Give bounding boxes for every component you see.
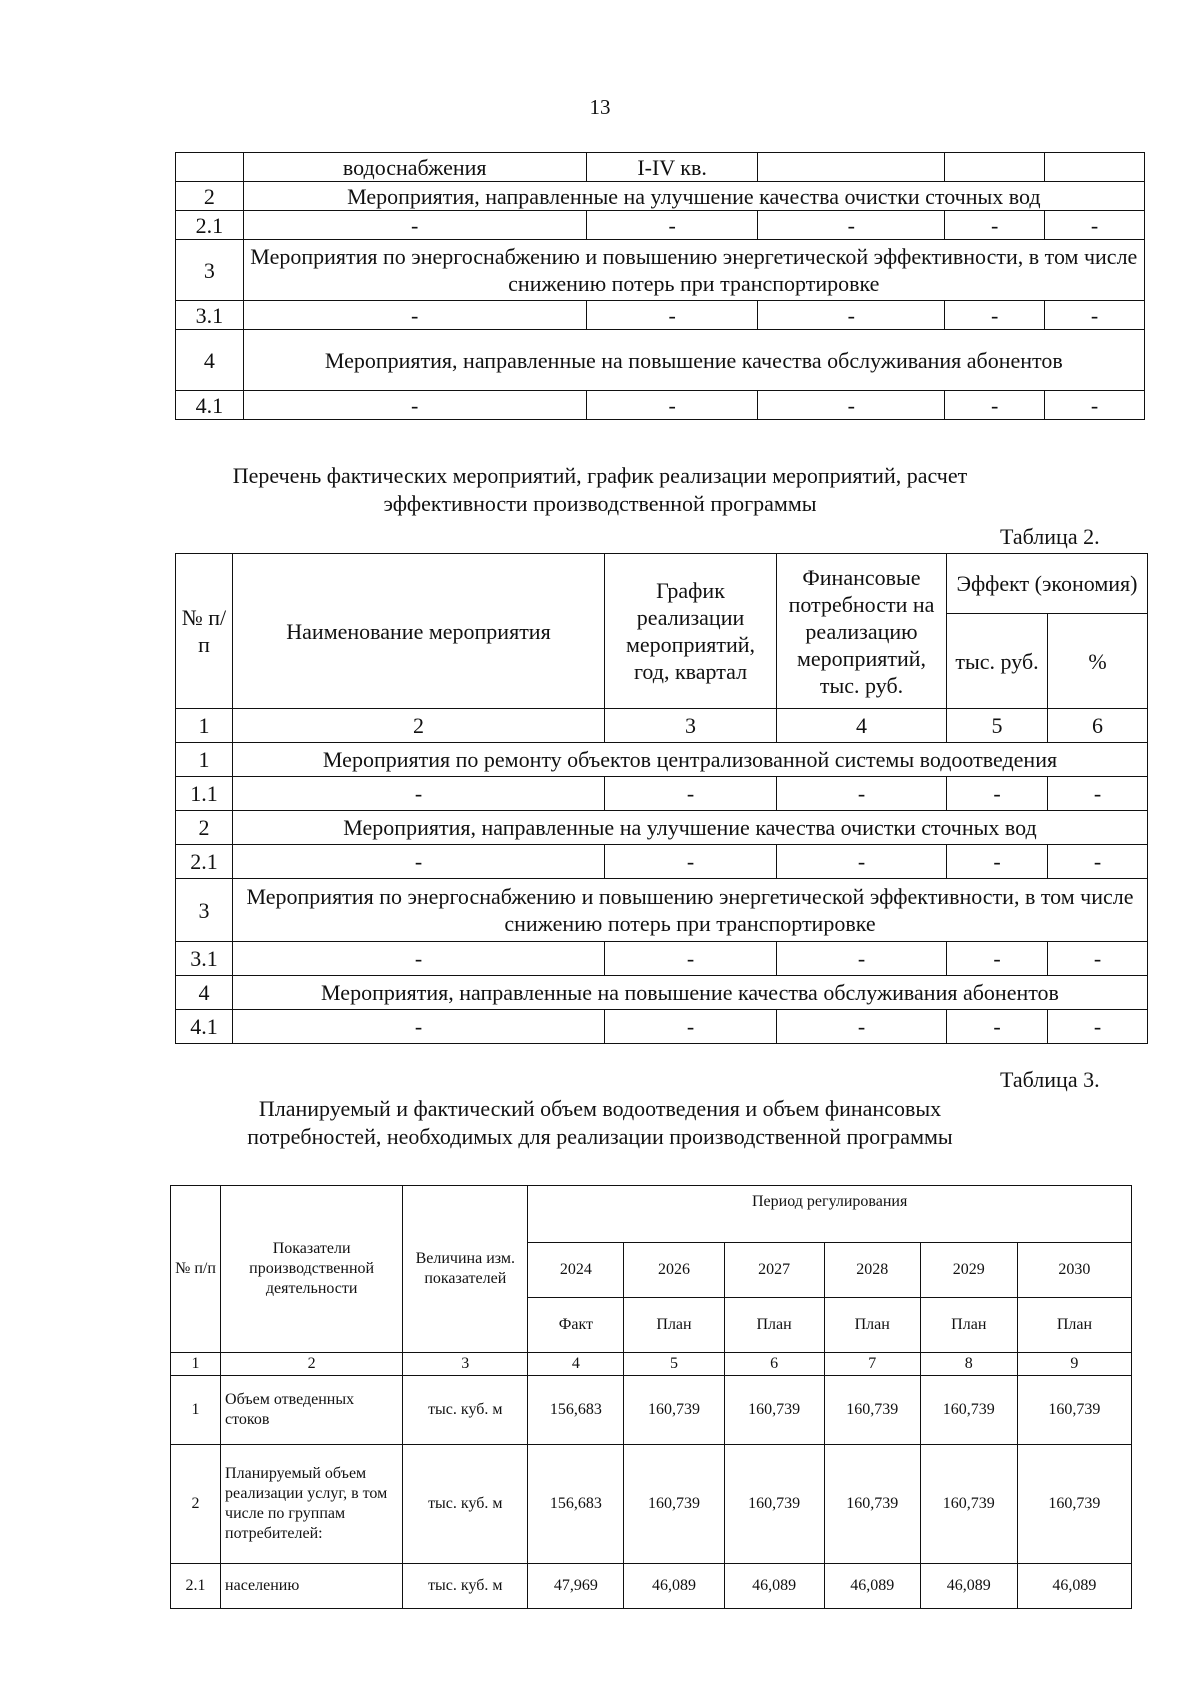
value: 160,739 <box>624 1376 724 1445</box>
table-header-row <box>171 1186 1132 1243</box>
cell: - <box>233 845 605 879</box>
cell: - <box>243 211 586 240</box>
header-year: 2026 <box>624 1243 724 1298</box>
value: 160,739 <box>824 1376 920 1445</box>
table-row <box>171 1564 1132 1609</box>
table-row <box>176 942 1148 976</box>
cell: - <box>947 1010 1048 1044</box>
header-year: 2024 <box>528 1243 624 1298</box>
cell: - <box>605 1010 777 1044</box>
cell: - <box>605 845 777 879</box>
header-year: 2030 <box>1017 1243 1131 1298</box>
col-number: 6 <box>1048 709 1148 743</box>
header-year: 2028 <box>824 1243 920 1298</box>
row-number <box>176 153 244 182</box>
indicator-name: Планируемый объем реализации услуг, в том числе по группам потребителей: <box>221 1445 403 1564</box>
cell: - <box>605 942 777 976</box>
col-number: 5 <box>624 1353 724 1376</box>
table2-label: Таблица 2. <box>1000 524 1100 549</box>
header-schedule: График реализации мероприятий, год, квартал <box>605 554 777 709</box>
indicator-name: Объем отведенных стоков <box>221 1376 403 1445</box>
indicator-name: населению <box>221 1564 403 1609</box>
col-number: 7 <box>824 1353 920 1376</box>
cell: - <box>945 301 1045 330</box>
row-number: 4.1 <box>176 391 244 420</box>
table-row <box>176 182 1145 211</box>
col-number: 1 <box>171 1353 221 1376</box>
cell: - <box>777 845 947 879</box>
header-effect-rub: тыс. руб. <box>947 614 1048 709</box>
cell <box>1045 153 1145 182</box>
table2-caption: Перечень фактических мероприятий, график реализации мероприятий, расчет эффективности производственной программы <box>232 463 968 516</box>
table-row <box>176 976 1148 1010</box>
row-number: 2 <box>171 1445 221 1564</box>
value: 156,683 <box>528 1445 624 1564</box>
table3-caption: Планируемый и фактический объем водоотведения и объем финансовых потребностей, необходимых для реализации производственной программы <box>247 1096 953 1149</box>
cell: - <box>945 391 1045 420</box>
table-row <box>171 1445 1132 1564</box>
cell: - <box>233 1010 605 1044</box>
row-number: 3 <box>176 879 233 942</box>
unit: тыс. куб. м <box>403 1376 528 1445</box>
cell: - <box>945 211 1045 240</box>
table-row <box>171 1376 1132 1445</box>
col-number: 4 <box>528 1353 624 1376</box>
cell: - <box>1048 942 1148 976</box>
value: 160,739 <box>724 1445 824 1564</box>
cell: - <box>1048 777 1148 811</box>
cell: - <box>586 211 758 240</box>
header-num: № п/п <box>171 1186 221 1353</box>
table3-label: Таблица 3. <box>1000 1067 1100 1092</box>
col-number: 4 <box>777 709 947 743</box>
value: 46,089 <box>920 1564 1017 1609</box>
col-number: 2 <box>233 709 605 743</box>
col-number: 9 <box>1017 1353 1131 1376</box>
value: 160,739 <box>1017 1445 1131 1564</box>
section-title: Мероприятия по энергоснабжению и повышению энергетической эффективности, в том числе снижению потерь при транспортировке <box>233 879 1148 942</box>
col-number: 6 <box>724 1353 824 1376</box>
header-type: План <box>624 1298 724 1353</box>
cell: - <box>605 777 777 811</box>
table-row <box>176 811 1148 845</box>
cell <box>945 153 1045 182</box>
header-type: План <box>724 1298 824 1353</box>
cell: - <box>758 211 945 240</box>
cell <box>758 153 945 182</box>
row-number: 2 <box>176 811 233 845</box>
measure-period: I-IV кв. <box>586 153 758 182</box>
cell: - <box>1048 1010 1148 1044</box>
header-indicator: Показатели производственной деятельности <box>221 1186 403 1353</box>
value: 46,089 <box>824 1564 920 1609</box>
value: 160,739 <box>920 1376 1017 1445</box>
row-number: 2.1 <box>171 1564 221 1609</box>
row-number: 2.1 <box>176 845 233 879</box>
table-row <box>176 330 1145 391</box>
section-title: Мероприятия, направленные на повышение качества обслуживания абонентов <box>243 330 1144 391</box>
table-row <box>176 777 1148 811</box>
table-row <box>176 153 1145 182</box>
table-header-row <box>176 554 1148 614</box>
cell: - <box>586 391 758 420</box>
table-row <box>176 211 1145 240</box>
header-type: План <box>824 1298 920 1353</box>
cell: - <box>1048 845 1148 879</box>
table-row <box>176 743 1148 777</box>
table-row <box>176 879 1148 942</box>
header-effect-pct: % <box>1048 614 1148 709</box>
header-effect: Эффект (экономия) <box>947 554 1148 614</box>
cell: - <box>777 777 947 811</box>
cell: - <box>586 301 758 330</box>
cell: - <box>758 301 945 330</box>
measure-name: водоснабжения <box>243 153 586 182</box>
header-unit: Величина изм. показателей <box>403 1186 528 1353</box>
value: 46,089 <box>1017 1564 1131 1609</box>
header-finance: Финансовые потребности на реализацию мероприятий, тыс. руб. <box>777 554 947 709</box>
cell: - <box>777 942 947 976</box>
cell: - <box>1045 211 1145 240</box>
section-title: Мероприятия, направленные на улучшение качества очистки сточных вод <box>243 182 1144 211</box>
column-number-row <box>171 1353 1132 1376</box>
row-number: 3.1 <box>176 942 233 976</box>
row-number: 3 <box>176 240 244 301</box>
cell: - <box>947 777 1048 811</box>
value: 156,683 <box>528 1376 624 1445</box>
value: 160,739 <box>1017 1376 1131 1445</box>
value: 46,089 <box>724 1564 824 1609</box>
table-top <box>175 152 1145 420</box>
table-row <box>176 240 1145 301</box>
cell: - <box>1045 301 1145 330</box>
header-period: Период регулирования <box>528 1186 1132 1243</box>
value: 160,739 <box>824 1445 920 1564</box>
header-type: План <box>1017 1298 1131 1353</box>
table-3 <box>170 1185 1132 1609</box>
row-number: 2 <box>176 182 244 211</box>
value: 160,739 <box>624 1445 724 1564</box>
cell: - <box>233 942 605 976</box>
cell: - <box>243 301 586 330</box>
unit: тыс. куб. м <box>403 1445 528 1564</box>
cell: - <box>243 391 586 420</box>
table-row <box>176 1010 1148 1044</box>
row-number: 1.1 <box>176 777 233 811</box>
table-row <box>176 301 1145 330</box>
col-number: 5 <box>947 709 1048 743</box>
value: 47,969 <box>528 1564 624 1609</box>
section-title: Мероприятия по энергоснабжению и повышению энергетической эффективности, в том числе снижению потерь при транспортировке <box>243 240 1144 301</box>
row-number: 4 <box>176 330 244 391</box>
cell: - <box>777 1010 947 1044</box>
col-number: 2 <box>221 1353 403 1376</box>
table-row <box>176 391 1145 420</box>
table-row <box>176 845 1148 879</box>
col-number: 3 <box>403 1353 528 1376</box>
value: 160,739 <box>920 1445 1017 1564</box>
col-number: 8 <box>920 1353 1017 1376</box>
value: 160,739 <box>724 1376 824 1445</box>
cell: - <box>758 391 945 420</box>
row-number: 1 <box>176 743 233 777</box>
row-number: 1 <box>171 1376 221 1445</box>
row-number: 2.1 <box>176 211 244 240</box>
cell: - <box>947 845 1048 879</box>
unit: тыс. куб. м <box>403 1564 528 1609</box>
row-number: 4.1 <box>176 1010 233 1044</box>
row-number: 3.1 <box>176 301 244 330</box>
header-num: № п/ п <box>176 554 233 709</box>
section-title: Мероприятия по ремонту объектов централизованной системы водоотведения <box>233 743 1148 777</box>
cell: - <box>947 942 1048 976</box>
col-number: 1 <box>176 709 233 743</box>
section-title: Мероприятия, направленные на улучшение качества очистки сточных вод <box>233 811 1148 845</box>
col-number: 3 <box>605 709 777 743</box>
table-2 <box>175 553 1148 1044</box>
section-title: Мероприятия, направленные на повышение качества обслуживания абонентов <box>233 976 1148 1010</box>
header-year: 2027 <box>724 1243 824 1298</box>
page-number: 13 <box>589 95 611 119</box>
header-name: Наименование мероприятия <box>233 554 605 709</box>
header-year: 2029 <box>920 1243 1017 1298</box>
column-number-row <box>176 709 1148 743</box>
value: 46,089 <box>624 1564 724 1609</box>
header-type: План <box>920 1298 1017 1353</box>
header-type: Факт <box>528 1298 624 1353</box>
row-number: 4 <box>176 976 233 1010</box>
cell: - <box>1045 391 1145 420</box>
cell: - <box>233 777 605 811</box>
